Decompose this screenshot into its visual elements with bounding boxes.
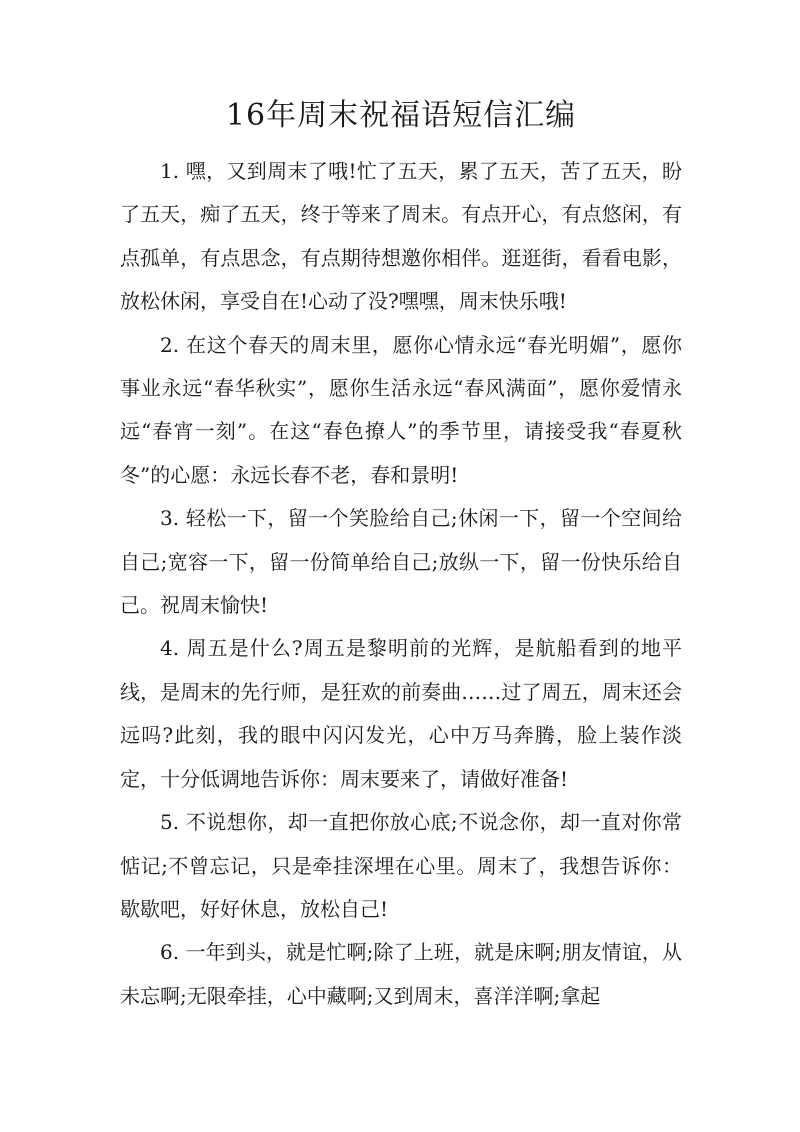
paragraph-2: 2. 在这个春天的周末里，愿你心情永远“春光明媚”，愿你事业永远“春华秋实”，愿你生活永远“春风满面”，愿你爱情永远“春宵一刻”。在这“春色撩人”的季节里，请接受我“春夏秋冬”的心愿：永远长春不老，春和景明!	[120, 332, 682, 487]
paragraph-5: 5. 不说想你，却一直把你放心底;不说念你，却一直对你常惦记;不曾忘记，只是牵挂深埋在心里。周末了，我想告诉你：歇歇吧，好好休息，放松自己!	[120, 810, 682, 921]
paragraph-1: 1. 嘿，又到周末了哦!忙了五天，累了五天，苦了五天，盼了五天，痴了五天，终于等来了周末。有点开心，有点悠闲，有点孤单，有点思念，有点期待想邀你相伴。逛逛街，看看电影，放松休闲，享受自在!心动了没?嘿嘿，周末快乐哦!	[120, 159, 682, 314]
paragraph-4: 4. 周五是什么?周五是黎明前的光辉，是航船看到的地平线，是周末的先行师，是狂欢的前奏曲……过了周五，周末还会远吗?此刻，我的眼中闪闪发光，心中万马奔腾，脸上装作淡定，十分低调地告诉你：周末要来了，请做好准备!	[120, 636, 682, 791]
page-title: 16年周末祝福语短信汇编	[225, 98, 577, 133]
paragraph-6: 6. 一年到头，就是忙啊;除了上班，就是床啊;朋友情谊，从未忘啊;无限牵挂，心中藏啊;又到周末，喜洋洋啊;拿起	[120, 940, 682, 1008]
paragraph-3: 3. 轻松一下，留一个笑脸给自己;休闲一下，留一个空间给自己;宽容一下，留一份简单给自己;放纵一下，留一份快乐给自己。祝周末愉快!	[120, 506, 682, 618]
